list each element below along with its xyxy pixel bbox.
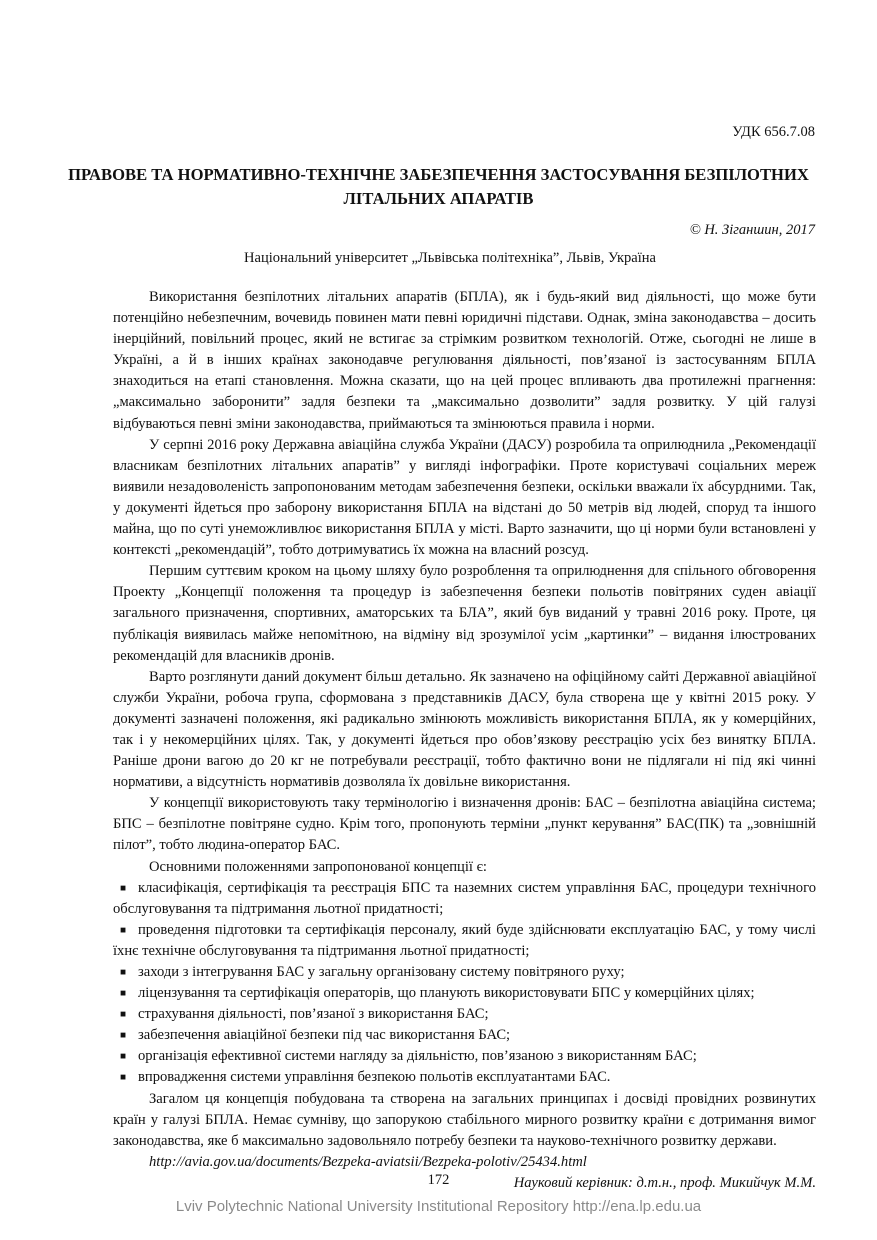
list-item: ■ забезпечення авіаційної безпеки під час використання БАС; [113, 1025, 816, 1046]
list-item: ■ впровадження системи управління безпекою польотів експлуатантами БАС. [113, 1067, 816, 1088]
conclusion-paragraph: Загалом ця концепція побудована та створена на загальних принципах і досвіді провідних розвинутих країн у галузі БПЛА. Немає сумніву, що запорукою стабільного мирного розвитку країни є дотримання вимог законодавства, яке б максимально задовольняло потребу безпеки та науково-технічного розвитку держави. [113, 1090, 816, 1149]
article-title: ПРАВОВЕ ТА НОРМАТИВНО-ТЕХНІЧНЕ ЗАБЕЗПЕЧЕННЯ ЗАСТОСУВАННЯ БЕЗПІЛОТНИХ ЛІТАЛЬНИХ АПАРАТІВ [68, 165, 809, 208]
list-item: ■ організація ефективної системи нагляду за діяльністю, пов’язаною з використанням БАС; [113, 1046, 816, 1067]
paragraph: Першим суттєвим кроком на цьому шляху було розроблення та оприлюднення для спільного обговорення Проекту „Концепції положення та процедур із забезпечення безпеки польотів повітряних суден авіації загального призначення, спортивних, аматорських та БЛА”, який був виданий у травні 2016 року. Проте, ця публікація виявилась майже непомітною, на відміну від зрозумілої усім „картинки” – видання ілюстрованих рекомендацій для власників дронів. [113, 563, 816, 664]
udk-code: УДК 656.7.08 [732, 124, 815, 140]
copyright-author: © Н. Зіганшин, 2017 [689, 222, 815, 238]
page-number: 172 [427, 1172, 450, 1188]
paragraph: У серпні 2016 року Державна авіаційна служба України (ДАСУ) розробила та оприлюднила „Рекомендації власникам безпілотних літальних апаратів” у вигляді інфографіки. Проте користувачі соціальних мереж виявили незадоволеність запропонованим методам забезпечення безпеки, оскільки вважали їх абсурдними. Так, у документі йдеться про заборону використання БПЛА на відстані до 50 метрів від людей, споруд та іншого майна, що по суті унеможливлює використання БПЛА у місті. Варто зазначити, що ці норми були встановлені у контексті „рекомендацій”, тобто дотримуватись їх можна на власний розсуд. [113, 436, 816, 559]
list-item: ■ проведення підготовки та сертифікація персоналу, який буде здійснювати експлуатацію БАС, у тому числі їхнє технічне обслуговування та підтримання льотної придатності; [113, 921, 816, 959]
square-bullet-icon: ■ [120, 1051, 127, 1063]
square-bullet-icon: ■ [120, 1009, 127, 1021]
list-item: ■ ліцензування та сертифікація операторів, що планують використовувати БПС у комерційних цілях; [113, 983, 816, 1004]
square-bullet-icon: ■ [120, 1072, 127, 1084]
list-item: ■ страхування діяльності, пов’язаної з використання БАС; [113, 1004, 816, 1025]
square-bullet-icon: ■ [120, 1030, 127, 1042]
square-bullet-icon: ■ [120, 882, 127, 894]
paragraph: Варто розглянути даний документ більш детально. Як зазначено на офіційному сайті Державної авіаційної служби України, робоча група, сформована з представників ДАСУ, була створена ще у квітні 2015 року. У документі зазначені положення, які радикально змінюють можливість використання БПЛА, як у комерційних, так і у некомерційних цілях. Так, у документі йдеться про обов’язкову реєстрацію усіх без винятку БПЛА. Раніше дрони вагою до 20 кг не потребували реєстрації, тобто фактично вони не підлягали ні під які чинні нормативи, а відсутність нормативів дозволяла їх довільне використання. [113, 668, 816, 791]
reference-link[interactable]: http://avia.gov.ua/documents/Bezpeka-aviatsii/Bezpeka-polotiv/25434.html [149, 1153, 587, 1170]
article-body [113, 287, 816, 1194]
supervisor: Науковий керівник: д.т.н., проф. Микийчук М.М. [513, 1174, 816, 1191]
affiliation: Національний університет „Львівська політехніка”, Львів, Україна [244, 250, 656, 266]
square-bullet-icon: ■ [120, 988, 127, 1000]
list-item: ■ заходи з інтегрування БАС у загальну організовану систему повітряного руху; [113, 962, 816, 983]
paragraph: Основними положеннями запропонованої концепції є: [149, 858, 487, 875]
paragraph: У концепції використовують таку термінологію і визначення дронів: БАС – безпілотна авіаційна система; БПС – безпілотне повітряне судно. Крім того, пропонують терміни „пункт керування” БАС(ПК) та „зовнішній пілот”, тобто людина-оператор БАС. [113, 795, 816, 854]
paragraph: Використання безпілотних літальних апаратів (БПЛА), як і будь-який вид діяльності, що може бути потенційно небезпечним, вочевидь повинен мати певні юридичні підстави. Однак, зміна законодавства – досить інерційний, повільний процес, який не встигає за стрімким розвитком технологій. Отже, сьогодні не лише в Україні, а й в інших країнах законодавче регулювання діяльності, пов’язаної із застосуванням БПЛА знаходиться на етапі становлення. Можна сказати, що на цей процес впливають два протилежні прагнення: „максимально заборонити” задля безпеки та „максимально дозволити” задля розвитку. У цій галузі відбуваються певні зміни законодавства, приймаються та змінюються правила і норми. [113, 289, 816, 432]
square-bullet-icon: ■ [120, 967, 127, 978]
provisions-list [113, 878, 816, 1089]
square-bullet-icon: ■ [120, 924, 127, 936]
repository-watermark: Lviv Polytechnic National University Institutional Repository http://ena.lp.edu.ua [175, 1198, 702, 1215]
list-item: ■ класифікація, сертифікація та реєстрація БПС та наземних систем управління БАС, процедури технічного обслуговування та підтримання льотної придатності; [113, 879, 816, 917]
